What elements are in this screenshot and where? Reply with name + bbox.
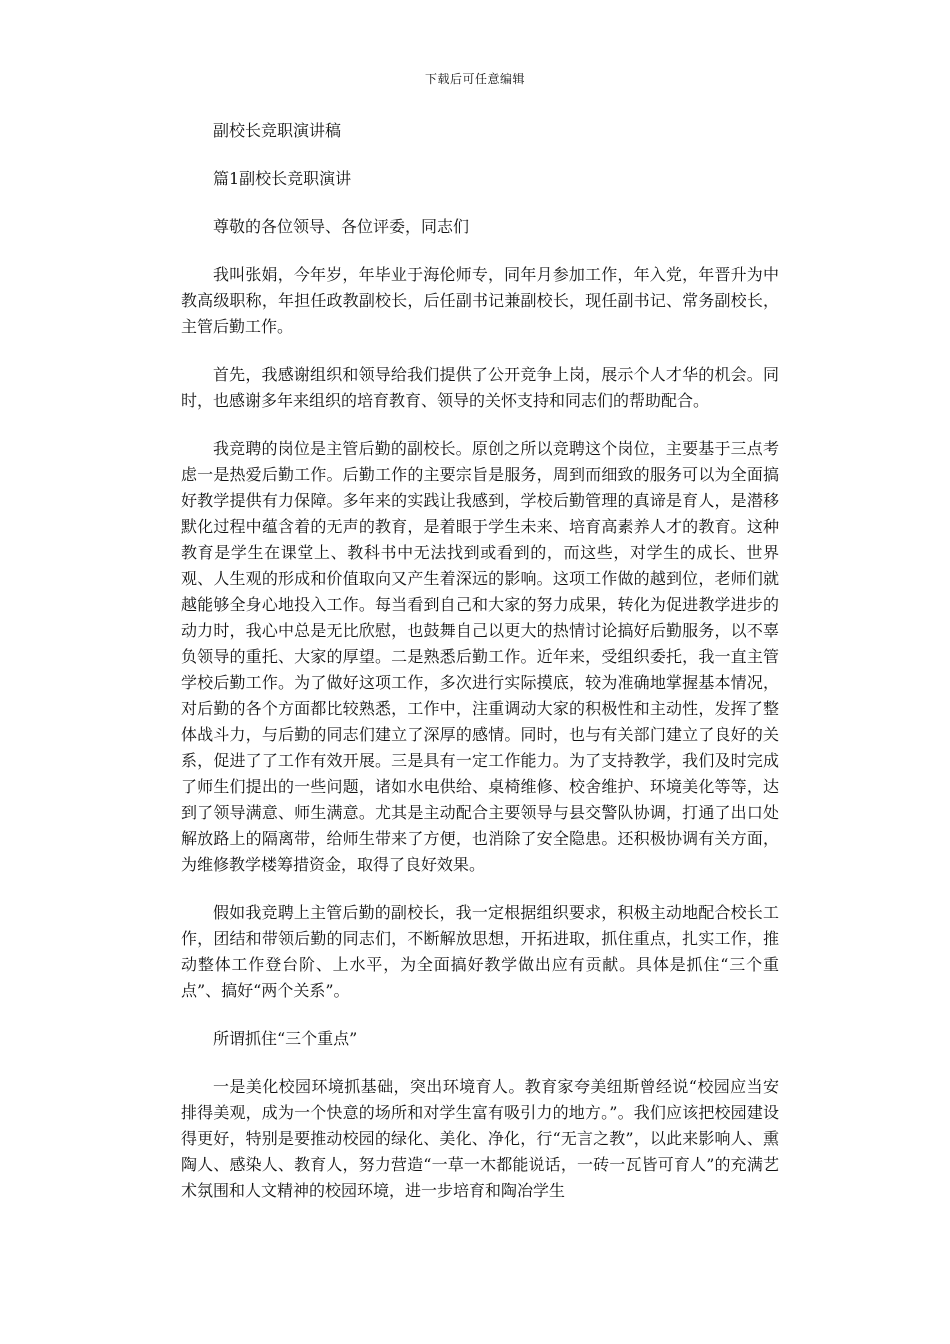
paragraph-reasons: 我竞聘的岗位是主管后勤的副校长。原创之所以竞聘这个岗位，主要基于三点考虑一是热爱后勤工作。后勤工作的主要宗旨是服务，周到而细致的服务可以为全面搞好教学提供有力保障。多年来的实践让我感到，学校后勤管理的真谛是育人，是潜移默化过程中蕴含着的无声的教育，是着眼于学生未来、培育高素养人才的教育。这种教育是学生在课堂上、教科书中无法找到或看到的，而这些，对学生的成长、世界观、人生观的形成和价值取向又产生着深远的影响。这项工作做的越到位，老师们就越能够全身心地投入工作。每当看到自己和大家的努力成果，转化为促进教学进步的动力时，我心中总是无比欣慰，也鼓舞自己以更大的热情讨论搞好后勤服务，以不辜负领导的重托、大家的厚望。二是熟悉后勤工作。近年来，受组织委托，我一直主管学校后勤工作。为了做好这项工作，多次进行实际摸底，较为准确地掌握基本情况，对后勤的各个方面都比较熟悉，工作中，注重调动大家的积极性和主动性，发挥了整体战斗力，与后勤的同志们建立了深厚的感情。同时，也与有关部门建立了良好的关系，促进了了工作有效开展。三是具有一定工作能力。为了支持教学，我们及时完成了师生们提出的一些问题，诸如水电供给、桌椅维修、校舍维护、环境美化等等，达到了领导满意、师生满意。尤其是主动配合主要领导与县交警队协调，打通了出口处解放路上的隔离带，给师生带来了方便，也消除了安全隐患。还积极协调有关方面，为维修教学楼筹措资金，取得了良好效果。: [181, 439, 779, 874]
page-header-note: 下载后可任意编辑: [424, 72, 525, 86]
section-heading: 所谓抓住“三个重点”: [213, 1029, 358, 1048]
paragraph-campus-environment: 一是美化校园环境抓基础，突出环境育人。教育家夸美纽斯曾经说“校园应当安排得美观，成为一个快意的场所和对学生富有吸引力的地方。”。我们应该把校园建设得更好，特别是要推动校园的绿化、美化、净化，行“无言之教”，以此来影响人、熏陶人、感染人、教育人，努力营造“一草一木都能说话，一砖一瓦皆可育人”的充满艺术氛围和人文精神的校园环境，进一步培育和陶冶学生: [181, 1077, 779, 1200]
document-title: 副校长竞职演讲稿: [213, 121, 342, 140]
document-body: [181, 118, 779, 1226]
document-subtitle: 篇1副校长竞职演讲: [213, 169, 352, 188]
paragraph-thanks: 首先，我感谢组织和领导给我们提供了公开竞争上岗，展示个人才华的机会。同时，也感谢多年来组织的培育教育、领导的关怀支持和同志们的帮助配合。: [181, 365, 779, 410]
paragraph-plan: 假如我竞聘上主管后勤的副校长，我一定根据组织要求，积极主动地配合校长工作，团结和带领后勤的同志们，不断解放思想，开拓进取，抓住重点，扎实工作，推动整体工作登台阶、上水平，为全面搞好教学做出应有贡献。具体是抓住“三个重点”、搞好“两个关系”。: [181, 903, 779, 1000]
salutation: 尊敬的各位领导、各位评委，同志们: [213, 217, 470, 236]
paragraph-introduction: 我叫张娟，今年岁，年毕业于海伦师专，同年月参加工作，年入党，年晋升为中教高级职称，年担任政教副校长，后任副书记兼副校长，现任副书记、常务副校长，主管后勤工作。: [181, 265, 779, 336]
